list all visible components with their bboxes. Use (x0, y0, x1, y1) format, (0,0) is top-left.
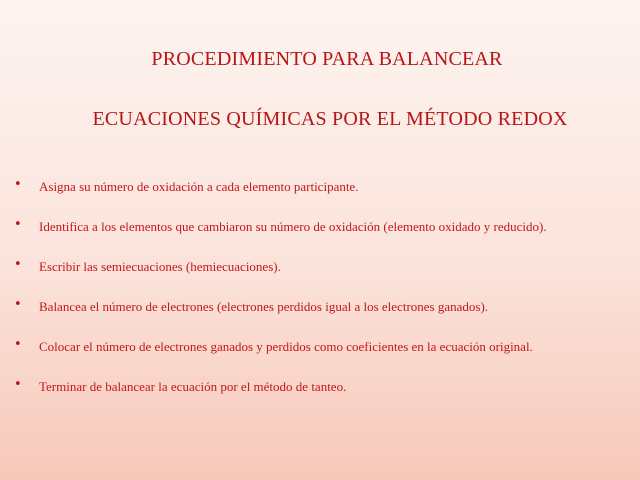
bullet-item (0, 337, 640, 359)
bullet-text: Terminar de balancear la ecuación por el método de tanteo. (39, 379, 347, 394)
title-line-1: PROCEDIMIENTO PARA BALANCEAR (151, 48, 503, 70)
bullet-item (0, 217, 640, 239)
bullet-text: Asigna su número de oxidación a cada elemento participante. (39, 179, 359, 194)
bullet-item (0, 177, 640, 199)
bullet-item (0, 377, 640, 399)
bullet-text: Colocar el número de electrones ganados y perdidos como coeficientes en la ecuación original. (39, 339, 533, 354)
bullet-dot-icon: • (14, 377, 22, 392)
bullet-text: Identifica a los elementos que cambiaron su número de oxidación (elemento oxidado y reducido). (39, 219, 547, 234)
bullet-text: Balancea el número de electrones (electrones perdidos igual a los electrones ganados). (39, 299, 489, 314)
bullet-dot-icon: • (14, 257, 22, 272)
bullet-dot-icon: • (14, 217, 22, 232)
bullet-dot-icon: • (14, 297, 22, 312)
bullet-dot-icon: • (14, 337, 22, 352)
bullet-item (0, 257, 640, 279)
title-line-2: ECUACIONES QUÍMICAS POR EL MÉTODO REDOX (92, 108, 568, 130)
bullet-item (0, 297, 640, 319)
bullet-text: Escribir las semiecuaciones (hemiecuaciones). (39, 259, 281, 274)
bullet-dot-icon: • (14, 177, 22, 192)
